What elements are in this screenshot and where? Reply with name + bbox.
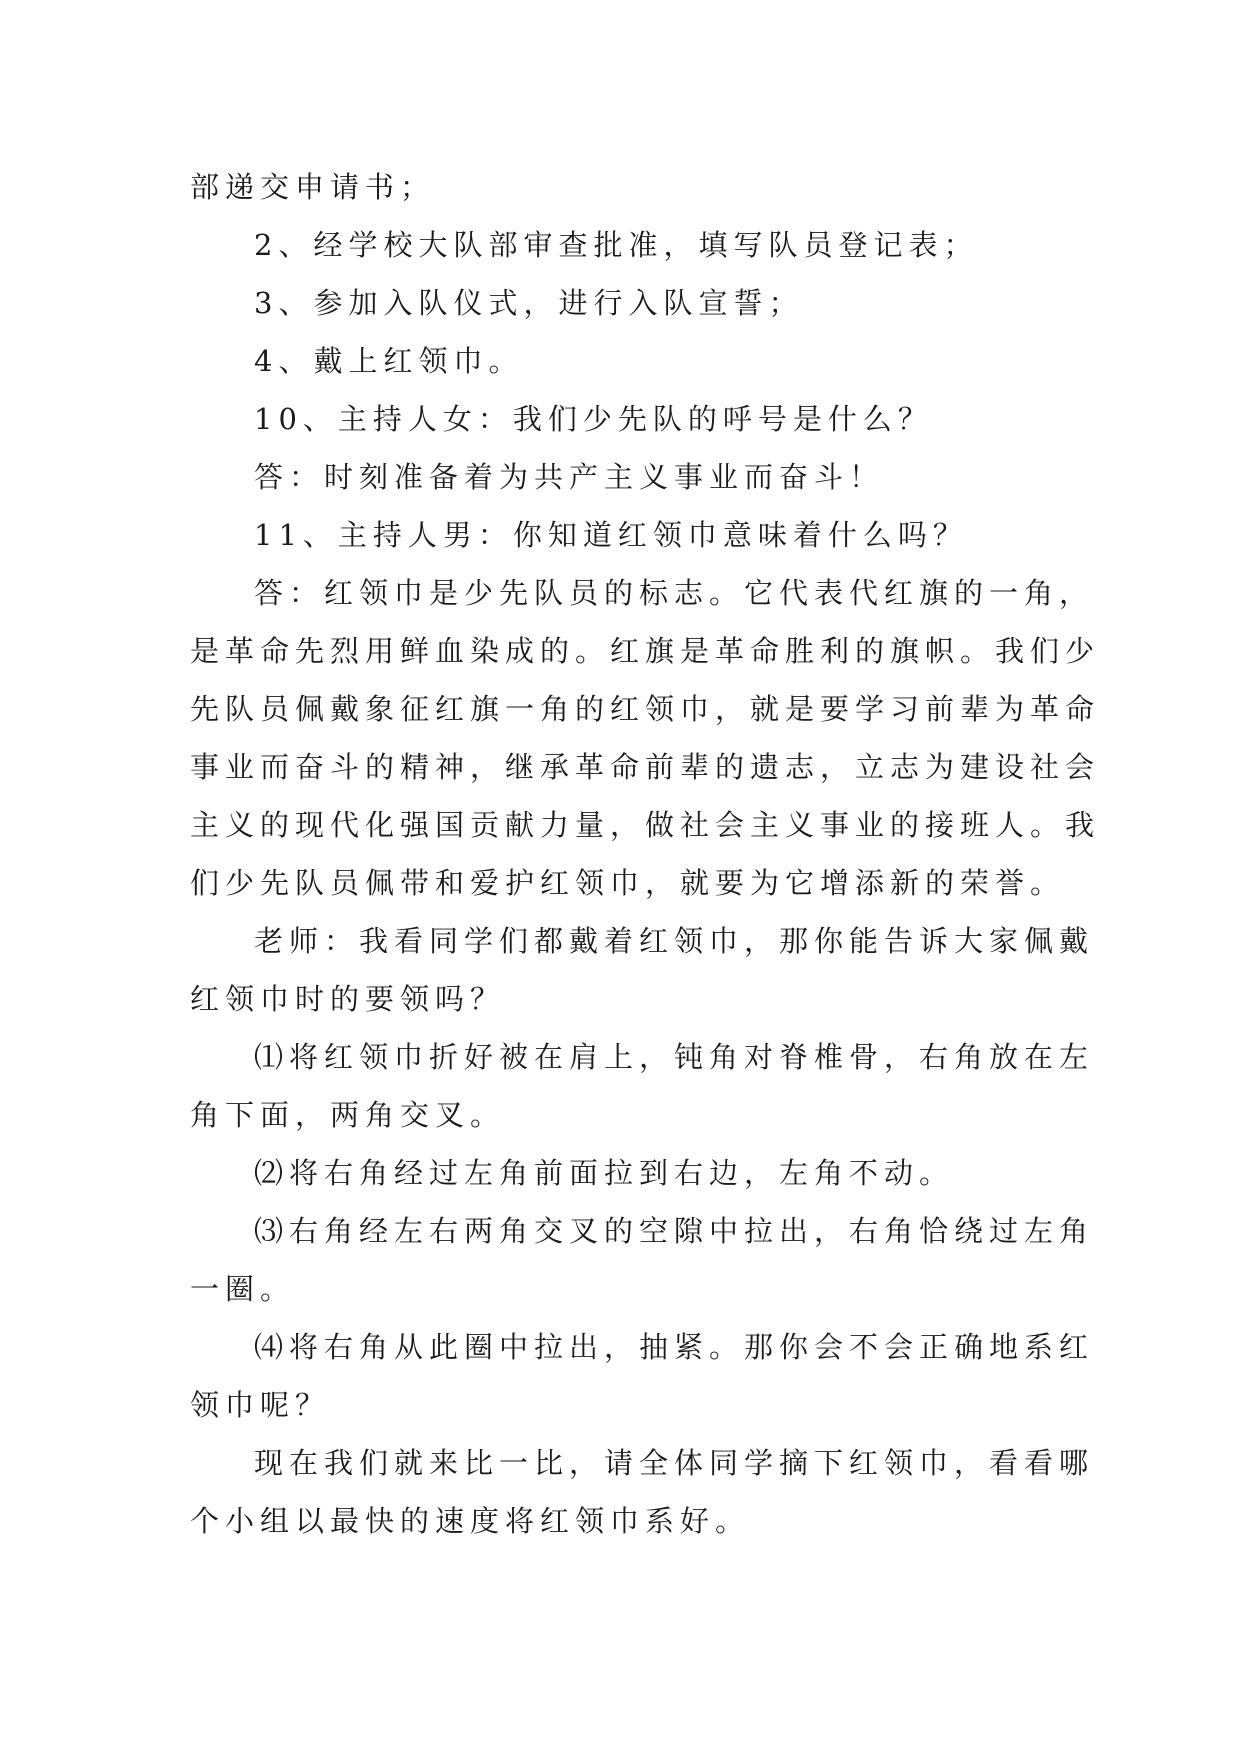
text-line: 11、主持人男：你知道红领巾意味着什么吗？ — [254, 518, 968, 552]
text-line: 事业而奋斗的精神，继承革命前辈的遗志，立志为建设社会 — [190, 750, 1101, 784]
text-line: 个小组以最快的速度将红领巾系好。 — [190, 1504, 751, 1538]
text-line: 答：红领巾是少先队员的标志。它代表代红旗的一角， — [254, 576, 1095, 610]
text-line: 3、参加入队仪式，进行入队宣誓； — [254, 286, 804, 320]
text-line: 是革命先烈用鲜血染成的。红旗是革命胜利的旗帜。我们少 — [190, 634, 1101, 668]
text-line: ⑴将红领巾折好被在肩上，钝角对脊椎骨，右角放在左 — [254, 1040, 1095, 1074]
text-line: 4、戴上红领巾。 — [254, 344, 524, 378]
text-line: 一圈。 — [190, 1272, 296, 1306]
text-line: 2、经学校大队部审查批准，填写队员登记表； — [254, 228, 979, 262]
text-line: ⑶右角经左右两角交叉的空隙中拉出，右角恰绕过左角 — [254, 1214, 1095, 1248]
text-line: 们少先队员佩带和爱护红领巾，就要为它增添新的荣誉。 — [190, 866, 1066, 900]
text-line: 部递交申请书； — [190, 170, 436, 204]
text-line: 角下面，两角交叉。 — [190, 1098, 506, 1132]
text-line: 答：时刻准备着为共产主义事业而奋斗！ — [254, 460, 885, 494]
text-line: 红领巾时的要领吗？ — [190, 982, 506, 1016]
text-line: 主义的现代化强国贡献力量，做社会主义事业的接班人。我 — [190, 808, 1101, 842]
text-line: 领巾呢？ — [190, 1388, 331, 1422]
text-line: 先队员佩戴象征红旗一角的红领巾，就是要学习前辈为革命 — [190, 692, 1101, 726]
text-line: ⑷将右角从此圈中拉出，抽紧。那你会不会正确地系红 — [254, 1330, 1095, 1364]
document-body — [190, 158, 1101, 1550]
text-line: 老师：我看同学们都戴着红领巾，那你能告诉大家佩戴 — [254, 924, 1095, 958]
text-line: ⑵将右角经过左角前面拉到右边，左角不动。 — [254, 1156, 955, 1190]
text-line: 现在我们就来比一比，请全体同学摘下红领巾，看看哪 — [254, 1446, 1095, 1480]
text-line: 10、主持人女：我们少先队的呼号是什么？ — [254, 402, 933, 436]
